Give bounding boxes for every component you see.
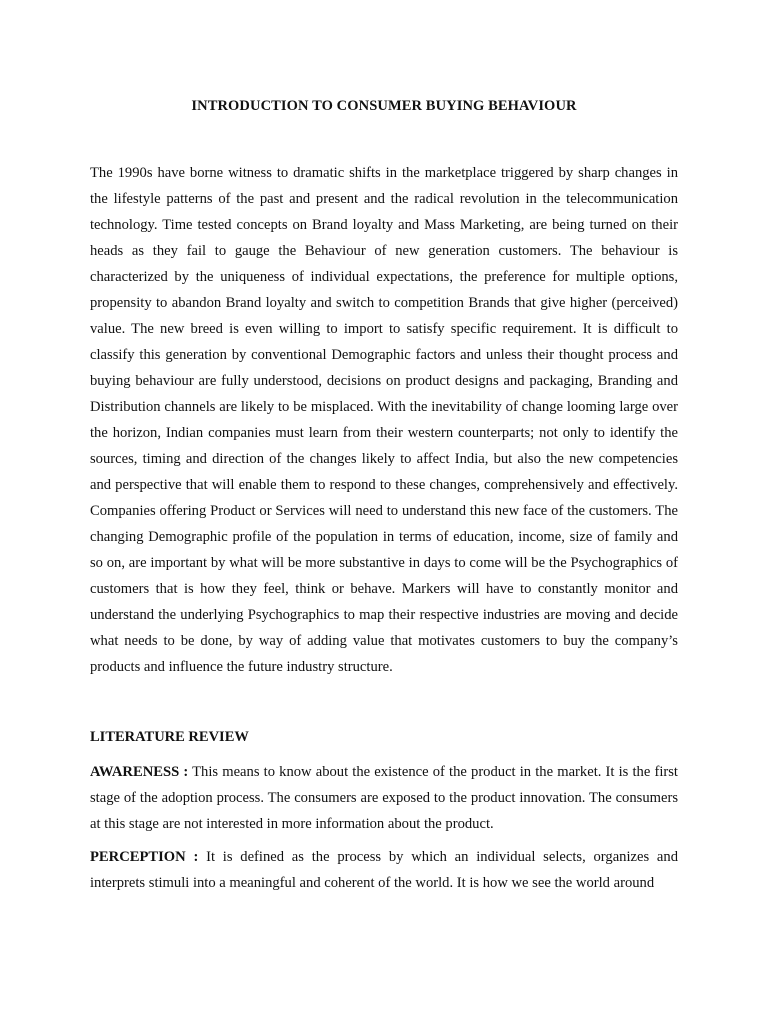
awareness-text: This means to know about the existence of the product in the market. It is the first stage of the adoption process. The consumers are exposed to the product innovation. The consumers at this stage are not interested in more information about the product. (90, 764, 678, 832)
intro-paragraph: The 1990s have borne witness to dramatic shifts in the marketplace triggered by sharp changes in the lifestyle patterns of the past and present and the radical revolution in the telecommunication technology. Time tested concepts on Brand loyalty and Mass Marketing, are being turned on their heads as they fail to gauge the Behaviour of new generation customers. The behaviour is characterized by the uniqueness of individual expectations, the preference for multiple options, propensity to abandon Brand loyalty and switch to competition Brands that give higher (perceived) value. The new breed is even willing to import to satisfy specific requirement. It is difficult to classify this generation by conventional Demographic factors and unless their thought process and buying behaviour are fully understood, decisions on product designs and packaging, Branding and Distribution channels are likely to be misplaced. With the inevitability of change looming large over the horizon, Indian companies must learn from their western counterparts; not only to identify the sources, timing and direction of the changes likely to affect India, but also the new competencies and perspective that will enable them to respond to these changes, comprehensively and effectively. Companies offering Product or Services will need to understand this new face of the customers. The changing Demographic profile of the population in terms of education, income, size of family and so on, are important by what will be more substantive in days to come will be the Psychographics of customers that is how they feel, think or behave. Markers will have to constantly monitor and understand the underlying Psychographics to map their respective industries are moving and decide what needs to be done, by way of adding value that motivates customers to buy the company’s products and influence the future industry structure. (90, 165, 678, 675)
literature-review-heading: LITERATURE REVIEW (90, 729, 249, 745)
perception-term: PERCEPTION : (90, 849, 199, 865)
awareness-term: AWARENESS : (90, 764, 189, 780)
perception-text: It is defined as the process by which an individual selects, organizes and interprets stimuli into a meaningful and coherent of the world. It is how we see the world around (90, 849, 678, 891)
perception-paragraph (90, 844, 678, 896)
document-title: INTRODUCTION TO CONSUMER BUYING BEHAVIOUR (191, 98, 577, 114)
awareness-paragraph (90, 759, 678, 837)
